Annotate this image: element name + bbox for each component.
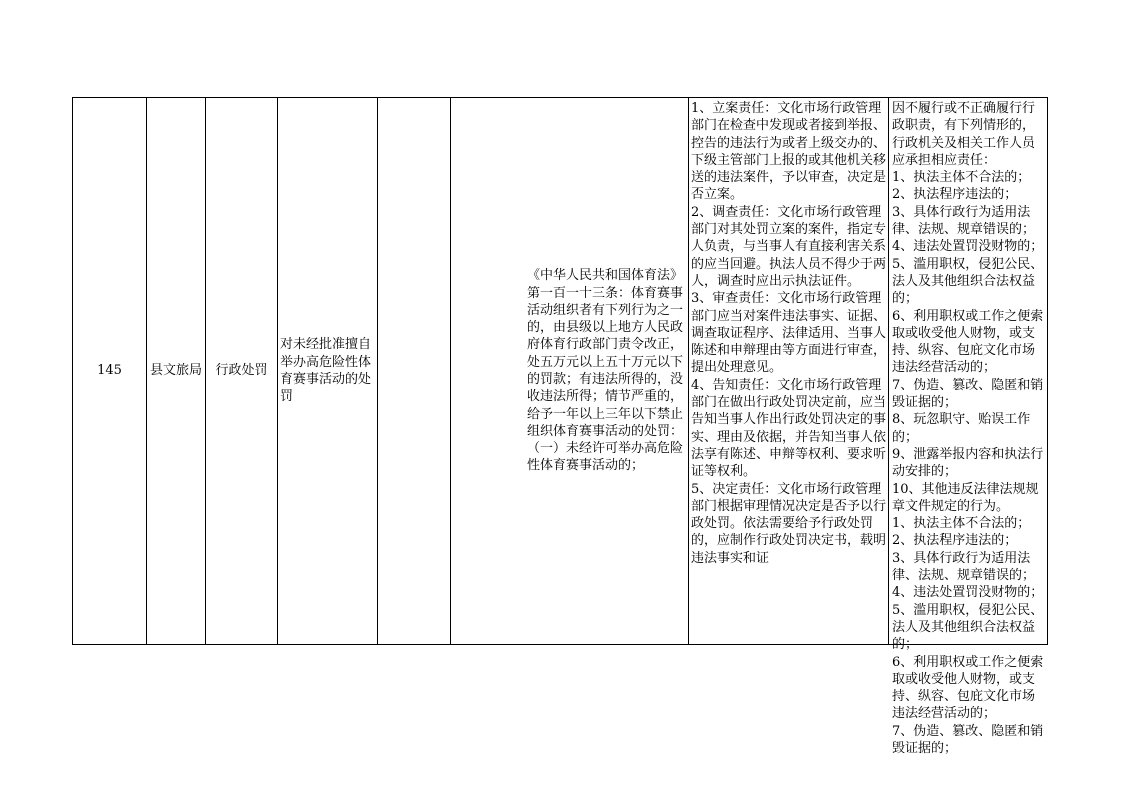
power-list-table xyxy=(72,97,1048,756)
table-row xyxy=(73,98,1048,645)
legal-basis-cell xyxy=(451,98,689,645)
legal-basis: 《中华人民共和国体育法》第一百一十三条：体育赛事活动组织者有下列行为之一的，由县级以上地方人民政府体育行政部门责令改正，处五万元以上五十万元以下的罚款；有违法所得的，没收违法所得；情节严重的，给予一年以上三年以下禁止组织体育赛事活动的处罚： （一）未经许可举办高危险性体育赛事活动的； xyxy=(527,268,684,474)
department-cell xyxy=(147,98,206,645)
item-name-cell xyxy=(278,98,378,645)
department: 县文旅局 xyxy=(149,363,202,379)
row-number: 145 xyxy=(97,363,122,379)
item-name: 对未经批准擅自举办高危险性体育赛事活动的处罚 xyxy=(280,337,372,405)
row-number-cell xyxy=(73,98,147,645)
accountability-text: 因不履行或不正确履行行政职责，有下列情形的，行政机关及相关工作人员应承担相应责任： 1、执法主体不合法的； 2、执法程序违法的； 3、具体行政行为适用法律、法规、规章错误的； 4、违法处置罚没财物的； 5、滥用职权，侵犯公民、法人及其他组织合法权益的； 6、利用职权或工作之便索取或收受他人财物，或支持、纵容、包庇文化市场违法经营活动的； 7、伪造、篡改、隐匿和销毁证据的； 8、玩忽职守、贻误工作的； 9、泄露举报内容和执法行动安排的； 10、其他违反法律法规规章文件规定的行为。 1、执法主体不合法的； 2、执法程序违法的； 3、具体行政行为适用法律、法规、规章错误的； 4、违法处置罚没财物的； 5、滥用职权，侵犯公民、法人及其他组织合法权益的； 6、利用职权或工作之便索取或收受他人财物，或支持、纵容、包庇文化市场违法经营活动的； 7、伪造、篡改、隐匿和销毁证据的； xyxy=(892,101,1044,756)
responsibilities-cell xyxy=(689,98,889,645)
accountability-cell xyxy=(889,98,1048,756)
category-cell xyxy=(206,98,278,645)
responsibilities-text: 1、立案责任：文化市场行政管理部门在检查中发现或者接到举报、控告的违法行为或者上级交办的、下级主管部门上报的或其他机关移送的违法案件，予以审查，决定是否立案。 2、调查责任：文化市场行政管理部门对其处罚立案的案件，指定专人负责，与当事人有直接利害关系的应当回避。执法人员不得少于两人，调查时应出示执法证件。 3、审查责任：文化市场行政管理部门应当对案件违法事实、证据、调查取证程序、法律适用、当事人陈述和申辩理由等方面进行审查，提出处理意见。 4、告知责任：文化市场行政管理部门在做出行政处罚决定前，应当告知当事人作出行政处罚决定的事实、理由及依据，并告知当事人依法享有陈述、申辩等权利、要求听证等权利。 5、决定责任：文化市场行政管理部门根据审理情况决定是否予以行政处罚。依法需要给予行政处罚的，应制作行政处罚决定书，载明违法事实和证 xyxy=(691,101,887,566)
category: 行政处罚 xyxy=(215,363,268,379)
sub-item-cell xyxy=(378,98,451,645)
